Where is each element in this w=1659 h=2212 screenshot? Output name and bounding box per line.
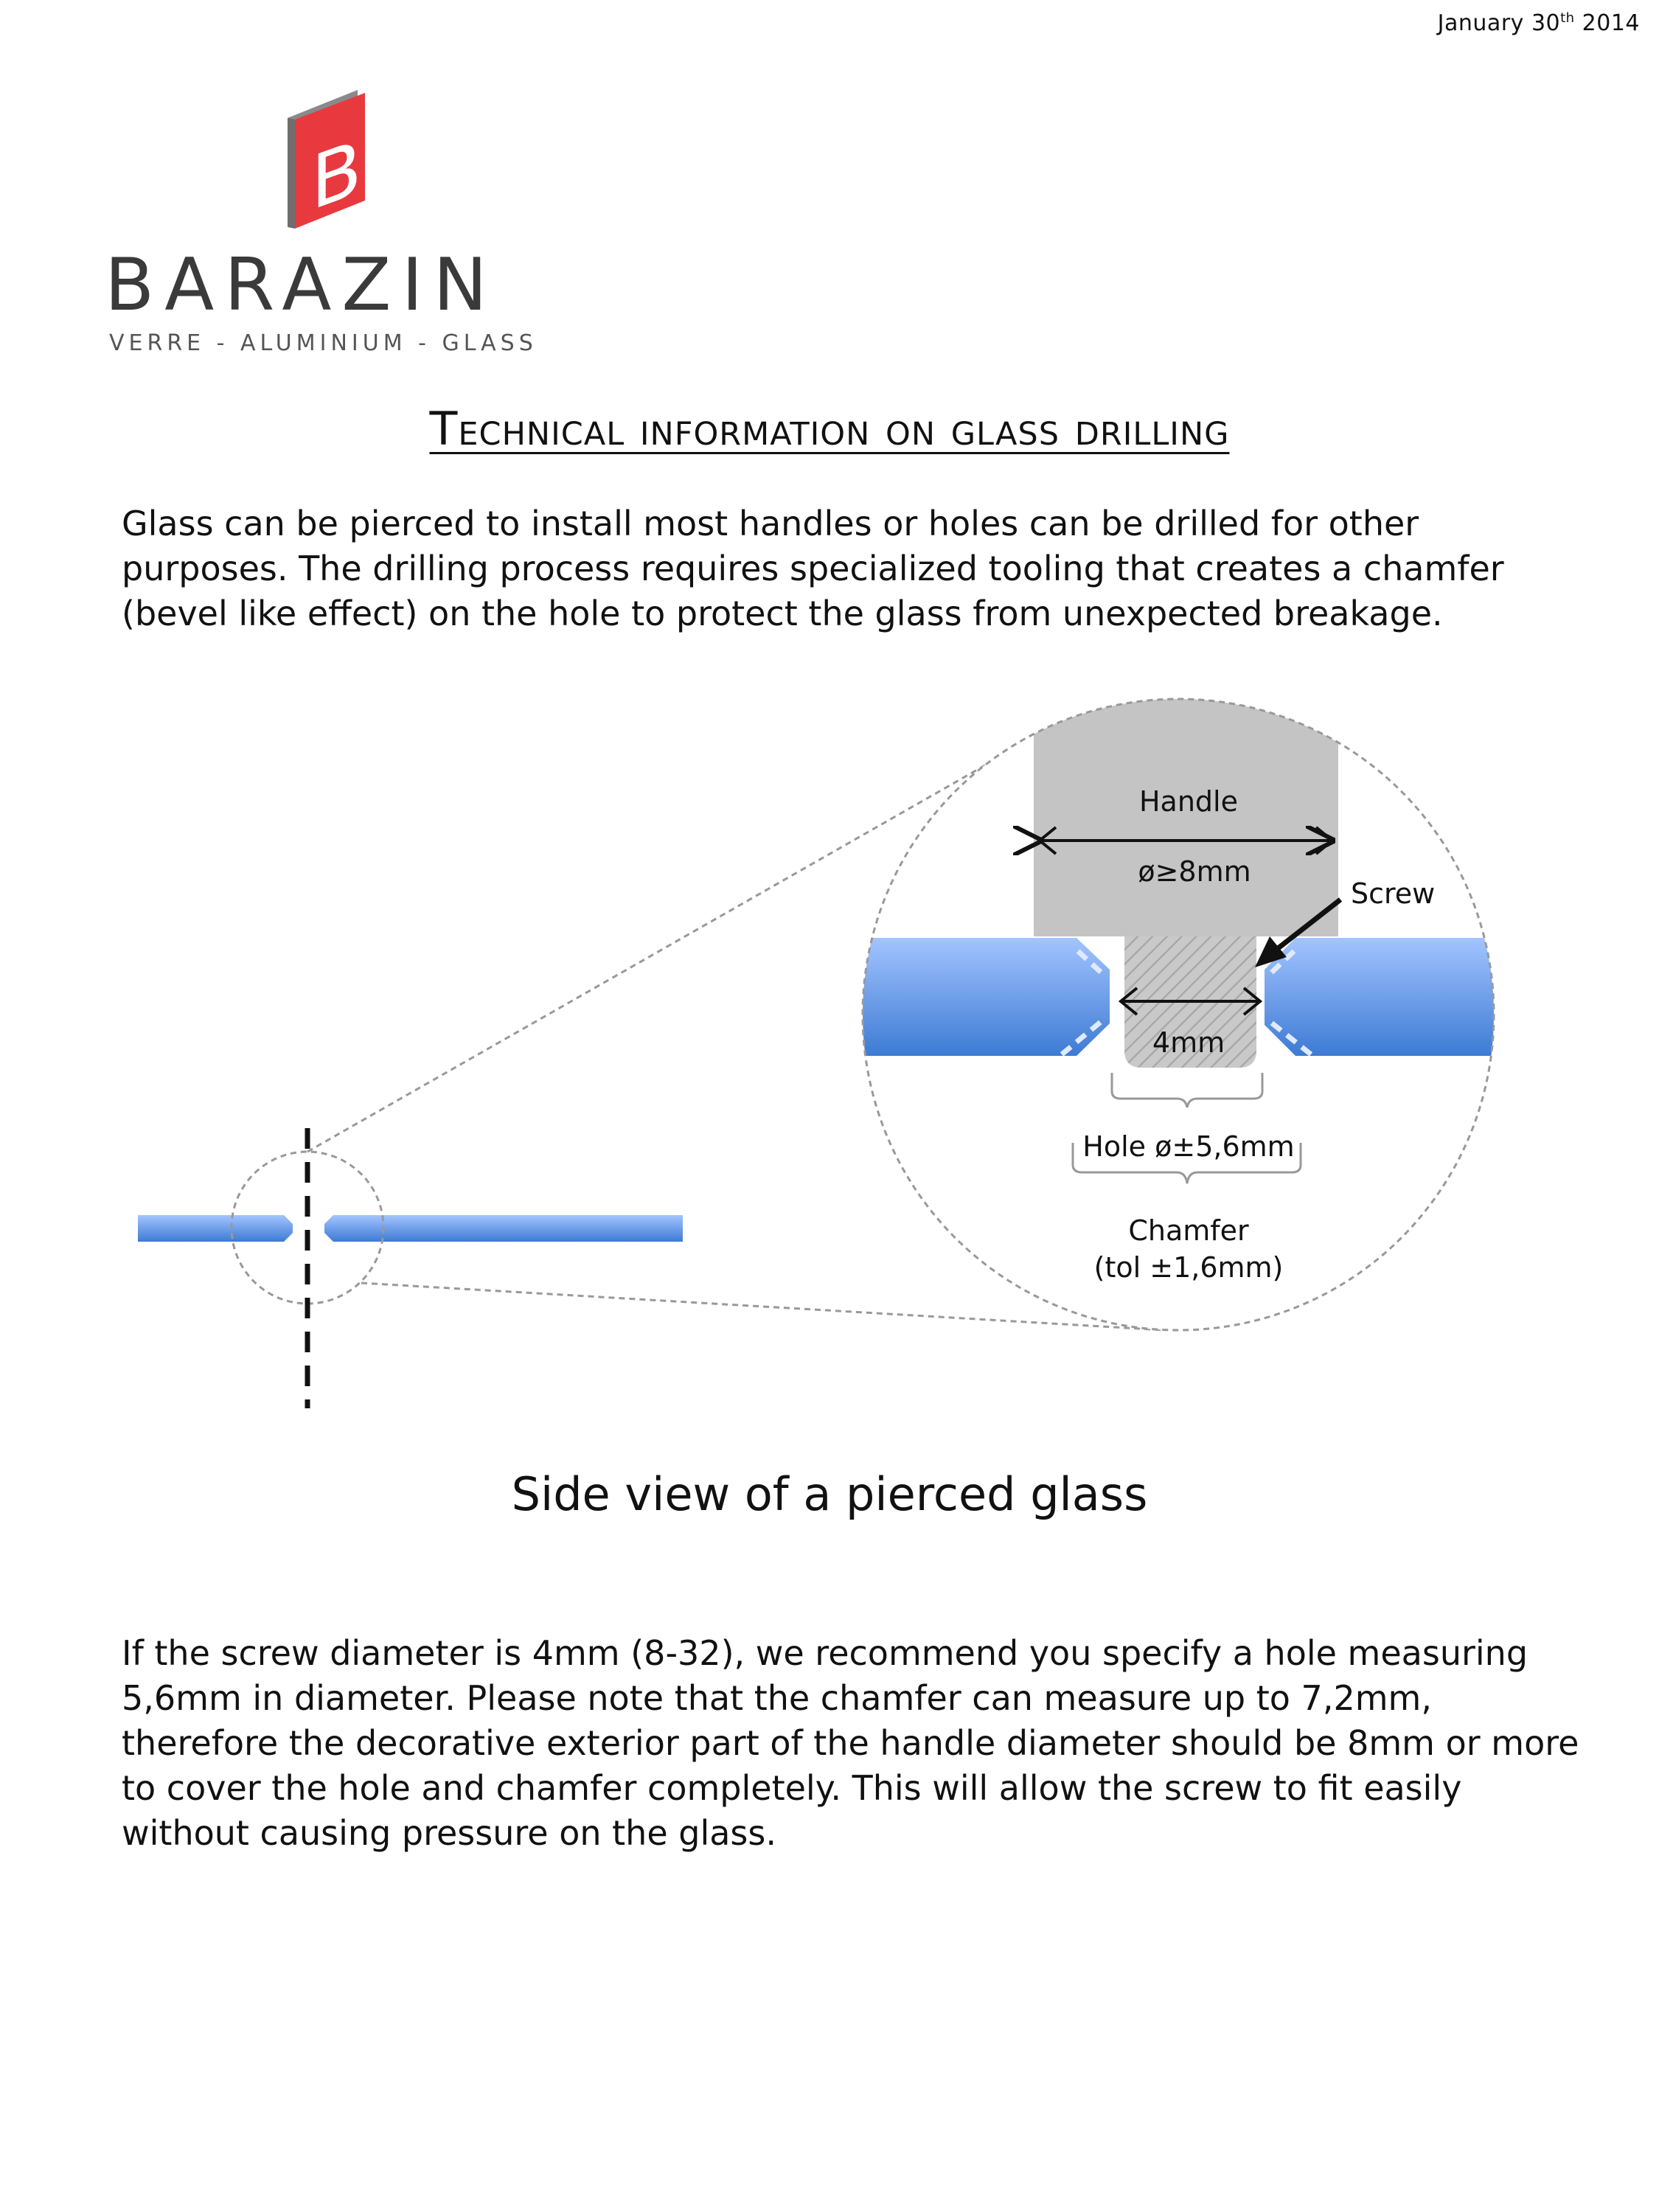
brand-tagline: VERRE - ALUMINIUM - GLASS (109, 330, 538, 356)
recommendation-paragraph: If the screw diameter is 4mm (8-32), we recommend you specify a hole measuring 5,6mm in diameter. Please note that the chamfer can measure up to 7,2mm, therefore the decorative exterior part of the handle diameter should be 8mm or more to cover the hole and chamfer completely. This will allow the screw to fit easily without causing pressure on the glass. (122, 1633, 1579, 1853)
overview-glass (138, 1128, 683, 1408)
page-title: Technical information on glass drilling (429, 402, 1230, 456)
hole-label: Hole ø±5,6mm (1082, 1130, 1295, 1163)
handle-dimension-label: ø≥8mm (1138, 855, 1251, 888)
chamfer-label: Chamfer (1128, 1214, 1249, 1247)
screw-dimension-label: 4mm (1152, 1026, 1225, 1059)
document-date: January 30th 2014 (1437, 10, 1640, 36)
glass-left (848, 938, 1110, 1056)
chamfer-tolerance-label: (tol ±1,6mm) (1093, 1251, 1284, 1284)
brand-name: BARAZIN (105, 243, 498, 327)
logo-letter: B (311, 123, 362, 228)
glass-right (1265, 938, 1504, 1056)
intro-paragraph: Glass can be pierced to install most handles or holes can be drilled for other purposes. The drilling process requires specialized tooling that creates a chamfer (bevel like effect) on the hole to protect the glass from unexpected breakage. (122, 504, 1504, 633)
diagram-caption: Side view of a pierced glass (511, 1467, 1148, 1521)
screw-label: Screw (1351, 877, 1436, 910)
handle-label: Handle (1138, 785, 1239, 818)
